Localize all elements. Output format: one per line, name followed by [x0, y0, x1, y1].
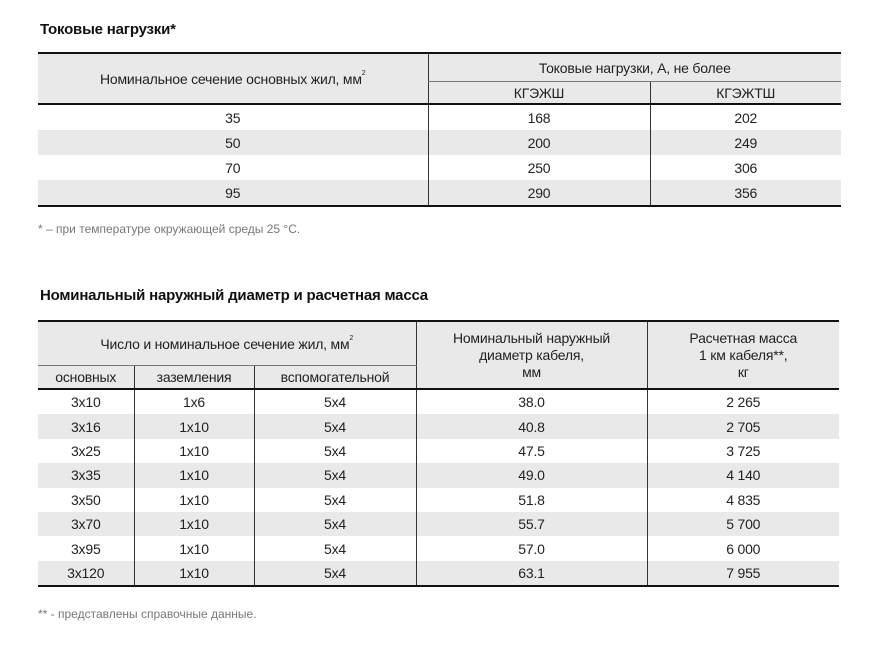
table-row — [38, 414, 839, 438]
cell-mass: 3 725 — [647, 439, 839, 463]
cell-mass: 7 955 — [647, 561, 839, 586]
cell-diameter: 38.0 — [416, 389, 647, 414]
cell-diameter: 57.0 — [416, 536, 647, 560]
table-row — [38, 389, 839, 414]
cell-ground-cores: 1х10 — [134, 439, 254, 463]
cell-ground-cores: 1х10 — [134, 463, 254, 487]
cell-ground-cores: 1х10 — [134, 414, 254, 438]
header-kgezhtsh: КГЭЖТШ — [650, 82, 841, 105]
header-main-cores: основных — [38, 366, 134, 390]
cell-ground-cores: 1х6 — [134, 389, 254, 414]
table-row — [38, 104, 841, 130]
cell-diameter: 47.5 — [416, 439, 647, 463]
table-row — [38, 463, 839, 487]
cell-main-cores: 3х120 — [38, 561, 134, 586]
cell-kgezhsh: 290 — [428, 180, 650, 206]
table-row — [38, 488, 839, 512]
header-mass: Расчетная масса 1 км кабеля**, кг — [647, 321, 839, 389]
table1-footnote: * – при температуре окружающей среды 25 °С. — [38, 222, 301, 236]
cell-ground-cores: 1х10 — [134, 488, 254, 512]
header-ground-cores: заземления — [134, 366, 254, 390]
cell-mass: 6 000 — [647, 536, 839, 560]
cell-main-cores: 3х16 — [38, 414, 134, 438]
cell-kgezhtsh: 306 — [650, 155, 841, 180]
cell-aux-cores: 5х4 — [254, 439, 416, 463]
cell-main-cores: 3х95 — [70, 540, 101, 557]
current-load-table — [38, 52, 841, 207]
cell-ground-cores: 1х10 — [134, 536, 254, 560]
cell-aux-cores: 5х4 — [254, 512, 416, 536]
cell-mass: 2 265 — [647, 389, 839, 414]
cell-section: 95 — [38, 180, 428, 206]
cell-aux-cores: 5х4 — [254, 414, 416, 438]
cell-mass: 4 140 — [647, 463, 839, 487]
header-current-loads: Токовые нагрузки, А, не более — [428, 53, 841, 82]
table-row — [38, 130, 841, 155]
cell-main-cores: 3х10 — [70, 394, 101, 411]
cell-ground-cores: 1х10 — [134, 561, 254, 586]
cell-section: 50 — [38, 130, 428, 155]
header-diameter: Номинальный наружный диаметр кабеля, мм — [416, 321, 647, 389]
table-row — [38, 536, 839, 560]
cell-kgezhtsh: 356 — [650, 180, 841, 206]
cell-main-cores: 3х70 — [38, 512, 134, 536]
cell-ground-cores: 1х10 — [134, 512, 254, 536]
table-row — [38, 180, 841, 206]
cell-aux-cores: 5х4 — [254, 389, 416, 414]
cell-aux-cores: 5х4 — [254, 463, 416, 487]
cell-mass: 4 835 — [647, 488, 839, 512]
cell-main-cores: 3х35 — [38, 463, 134, 487]
cell-section: 70 — [225, 159, 241, 176]
table-row — [38, 561, 839, 586]
cell-kgezhtsh: 249 — [650, 130, 841, 155]
cell-kgezhsh: 168 — [428, 104, 650, 130]
diameter-mass-table — [38, 320, 839, 587]
cell-kgezhtsh: 202 — [650, 104, 841, 130]
cell-aux-cores: 5х4 — [254, 536, 416, 560]
cell-diameter: 49.0 — [416, 463, 647, 487]
cell-kgezhsh: 250 — [428, 155, 650, 180]
cell-section: 35 — [225, 109, 241, 126]
header-cross-section: Номинальное сечение основных жил, $мм^2$ — [38, 53, 428, 104]
cell-diameter: 55.7 — [416, 512, 647, 536]
cell-diameter: 63.1 — [416, 561, 647, 586]
cell-diameter: 51.8 — [416, 488, 647, 512]
table2-footnote: ** - представлены справочные данные. — [38, 607, 257, 621]
cell-mass: 5 700 — [647, 512, 839, 536]
cell-aux-cores: 5х4 — [254, 561, 416, 586]
table2-title: Номинальный наружный диаметр и расчетная масса — [40, 287, 428, 304]
cell-aux-cores: 5х4 — [254, 488, 416, 512]
table1-title: Токовые нагрузки* — [40, 21, 176, 38]
table-row — [38, 512, 839, 536]
cell-main-cores: 3х50 — [70, 491, 101, 508]
cell-mass: 2 705 — [647, 414, 839, 438]
cell-kgezhsh: 200 — [428, 130, 650, 155]
cell-diameter: 40.8 — [416, 414, 647, 438]
header-kgezhsh: КГЭЖШ — [428, 82, 650, 105]
header-aux-cores: вспомогательной — [254, 366, 416, 390]
table-row — [38, 439, 839, 463]
header-cores: Число и номинальное сечение жил, $мм^2$ — [38, 321, 416, 366]
cell-main-cores: 3х25 — [70, 442, 101, 459]
table-row — [38, 155, 841, 180]
